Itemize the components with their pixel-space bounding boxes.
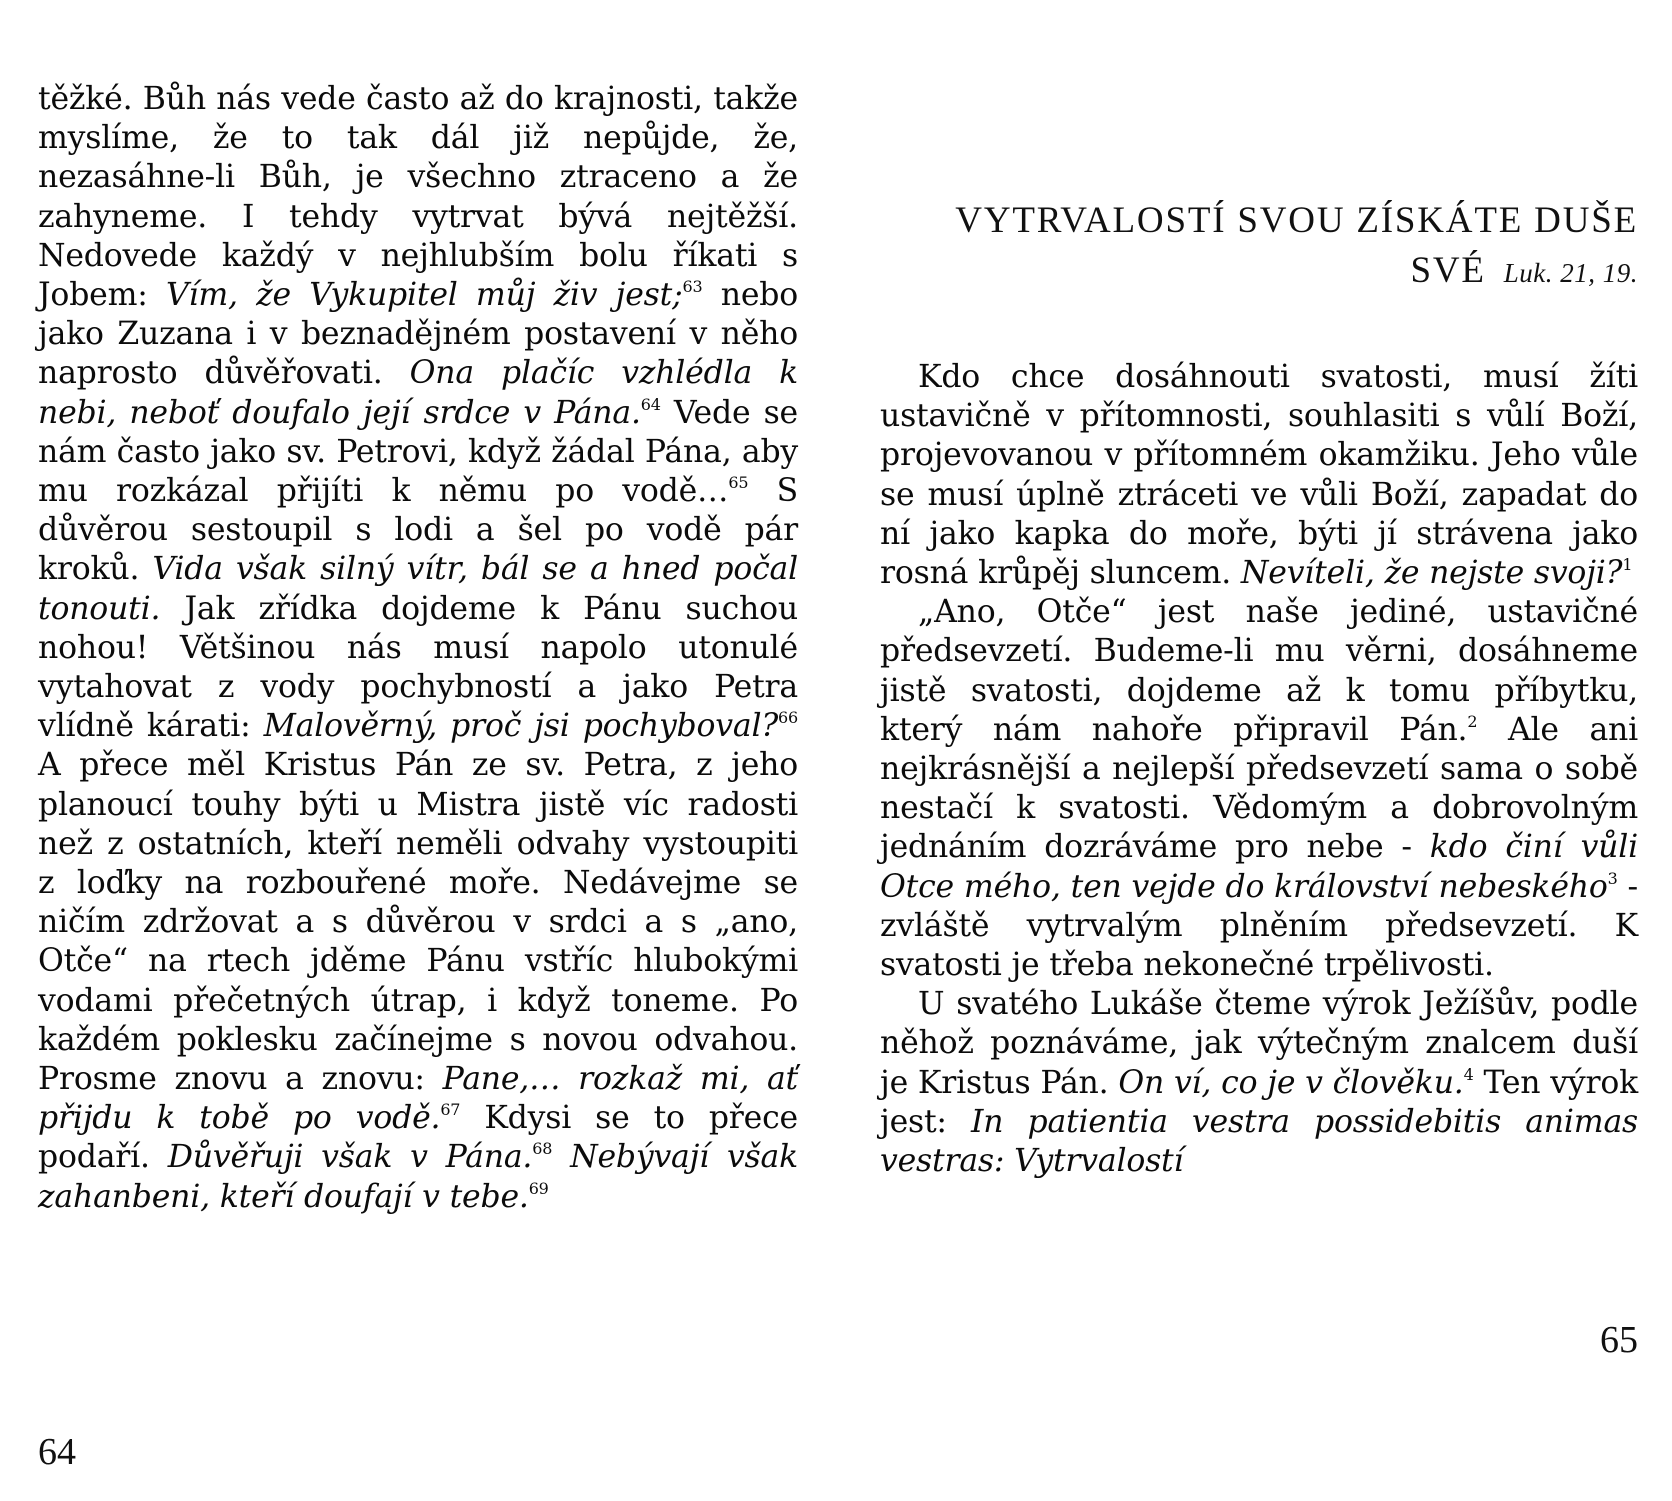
left-paragraph xyxy=(38,80,798,1217)
right-paragraph-2 xyxy=(880,593,1638,985)
footnote-marker: 64 xyxy=(640,394,661,414)
footnote-marker: 66 xyxy=(778,708,798,728)
italic-quote: Nebývají však zahanbeni, kteří doufají v tebe. xyxy=(38,1139,798,1215)
text-run: Kdysi se to přece podaří. xyxy=(38,1100,798,1176)
left-page-text xyxy=(38,80,798,1217)
italic-quote: kdo činí vůli Otce mého, ten vejde do království nebeského xyxy=(880,829,1639,905)
italic-quote: Pane,… rozkaž mi, ať přijdu k tobě po vodě. xyxy=(38,1061,798,1137)
text-run: - zvláště vytrvalým plněním předsevzetí. K svatosti je třeba nekonečné trpělivosti. xyxy=(880,868,1638,984)
italic-quote: Ona plačíc vzhlédla k nebi, neboť doufalo její srdce v Pána. xyxy=(38,355,799,431)
right-paragraph-1 xyxy=(880,358,1638,593)
text-run: A přece měl Kristus Pán ze sv. Petra, z jeho planoucí touhy býti u Mistra jistě víc radosti než z ostatních, kteří neměli odvahy vystoupiti z loďky na rozbouřené moře. Nedávejme se ničím zdržovat a s důvěrou v srdci a s „ano, Otče“ na rtech jděme Pánu vstříc hlubokými vodami přečetných útrap, i když toneme. Po každém poklesku začínejme s novou odvahou. Prosme znovu a znovu: xyxy=(38,747,798,1098)
footnote-marker: 67 xyxy=(440,1100,461,1120)
left-page xyxy=(38,0,798,1501)
text-run: Ale ani nejkrásnější a nejlepší předsevzetí sama o sobě nestačí k svatosti. Vědomým a dobrovolným jednáním dozráváme pro nebe - xyxy=(880,711,1638,866)
page-number-right: 65 xyxy=(1600,1319,1638,1361)
right-page-text xyxy=(880,358,1638,1181)
footnote-marker: 1 xyxy=(1622,555,1633,575)
text-run: Ten výrok jest: xyxy=(880,1064,1638,1140)
text-run: S důvěrou sestoupil s lodi a šel po vodě pár kroků. xyxy=(38,473,798,588)
text-run: těžké. Bůh nás vede často až do krajnosti, takže myslíme, že to tak dál již nepůjde, že, nezasáhne-li Bůh, je všechno ztraceno a že zahyneme. I tehdy vytrvat bývá nejtěžší. Nedovede každý v nejhlubším bolu říkati s Jobem: xyxy=(38,81,798,314)
text-run xyxy=(552,1139,570,1175)
italic-quote: In patientia vestra possidebitis animas vestras: Vytrvalostí xyxy=(880,1103,1638,1180)
scripture-reference: Luk. 21, 19. xyxy=(1503,258,1638,288)
footnote-marker: 2 xyxy=(1467,711,1478,731)
footnote-marker: 65 xyxy=(728,473,749,493)
text-run: Vede se nám často jako sv. Petrovi, když žádal Pána, aby mu rozkázal přijíti k němu po vodě… xyxy=(38,394,798,510)
chapter-heading xyxy=(880,196,1638,298)
italic-quote: On ví, co je v člověku. xyxy=(1118,1064,1464,1101)
text-run: „Ano, Otče“ jest naše jediné, ustavičné předsevzetí. Budeme-li mu věrni, dosáhneme jistě svatosti, dojdeme až k tomu příbytku, který nám nahoře připravil Pán. xyxy=(880,594,1638,748)
right-page xyxy=(880,0,1638,1501)
italic-quote: Důvěřuji však v Pána. xyxy=(167,1139,533,1176)
footnote-marker: 4 xyxy=(1463,1064,1474,1084)
right-paragraph-3 xyxy=(880,985,1638,1181)
text-run: nebo jako Zuzana i v beznadějném postavení v něho naprosto důvěřovati. xyxy=(38,277,798,392)
text-run: Kdo chce dosáhnouti svatosti, musí žíti ustavičně v přítomnosti, souhlasiti s vůlí Boží, projevovanou v přítomném okamžiku. Jeho vůle se musí úplně ztráceti ve vůli Boží, zapadat do ní jako kapka do moře, býti jí strávena jako rosná krůpěj sluncem. xyxy=(880,359,1638,592)
italic-quote: Vím, že Vykupitel můj živ jest; xyxy=(165,277,683,314)
footnote-marker: 63 xyxy=(682,277,703,297)
italic-quote: Vida však silný vítr, bál se a hned počal tonouti. xyxy=(38,551,798,627)
text-run: U svatého Lukáše čteme výrok Ježíšův, podle něhož poznáváme, jak výtečným znalcem duší je Kristus Pán. xyxy=(880,986,1638,1101)
chapter-title: VYTRVALOSTÍ SVOU ZÍSKÁTE DUŠE SVÉ xyxy=(955,200,1638,291)
footnote-marker: 68 xyxy=(532,1139,553,1159)
footnote-marker: 69 xyxy=(528,1178,549,1198)
footnote-marker: 3 xyxy=(1607,868,1618,888)
page-number-left: 64 xyxy=(38,1431,76,1473)
italic-quote: Malověrný, proč jsi pochyboval? xyxy=(263,708,779,745)
text-run: Jak zřídka dojdeme k Pánu suchou nohou! Většinou nás musí napolo utonulé vytahovat z vody pochybností a jako Petra vlídně kárati: xyxy=(38,590,798,745)
italic-quote: Nevíteli, že nejste svoji? xyxy=(1240,555,1623,592)
